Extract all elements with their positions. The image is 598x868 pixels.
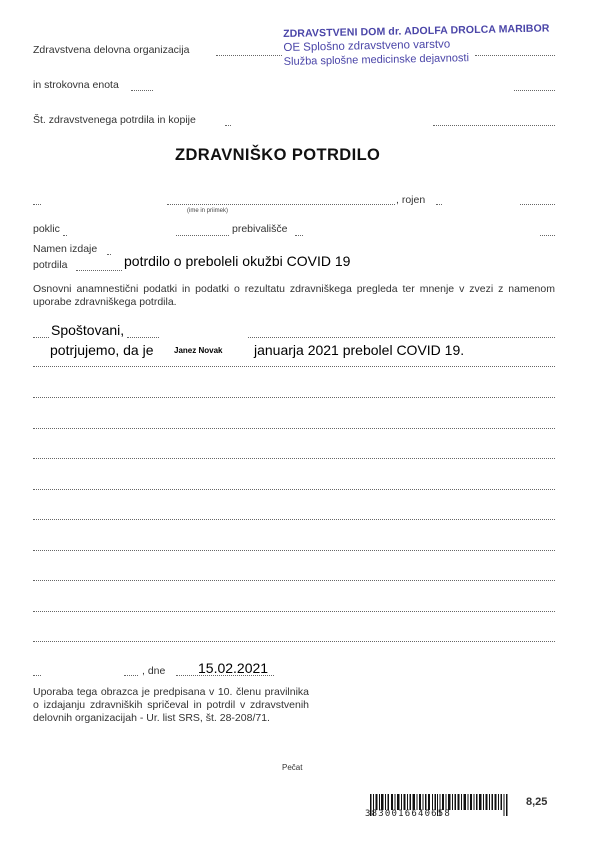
ruled-line: [33, 366, 555, 367]
seal-label: Pečat: [282, 763, 303, 772]
number-label: Št. zdravstvenega potrdila in kopije: [33, 114, 196, 126]
purpose-field-2[interactable]: [76, 270, 122, 271]
date-label: , dne: [142, 665, 166, 677]
born-field[interactable]: [436, 204, 442, 205]
confirmation-pre: potrjujemo, da je: [50, 342, 154, 358]
legal-text: Uporaba tega obrazca je predpisana v 10. členu pravilnika o izdajanju zdravniških spričeval in potrdil v zdravstvenih delovnih organizacijah - Ur. list SRS, št. 28-208/71.: [33, 686, 309, 724]
ruled-line: [33, 550, 555, 551]
place-field[interactable]: [124, 675, 138, 676]
body-dots-lead: [33, 337, 49, 338]
number-field-end[interactable]: [433, 125, 555, 126]
born-label: , rojen: [396, 194, 426, 206]
unit-field[interactable]: [131, 90, 153, 91]
price-label: 8,25: [526, 796, 548, 808]
institution-stamp: [283, 21, 550, 69]
org-field-end[interactable]: [475, 55, 555, 56]
ruled-line: [33, 641, 555, 642]
stamp-line-1: ZDRAVSTVENI DOM dr. ADOLFA DROLCA MARIBOR: [283, 22, 550, 40]
ruled-line: [33, 580, 555, 581]
body-dots-1: [127, 337, 159, 338]
confirmation-post: januarja 2021 prebolel COVID 19.: [254, 342, 465, 358]
salutation: Spoštovani,: [51, 322, 125, 338]
purpose-label-1: Namen izdaje: [33, 243, 98, 255]
born-field-end[interactable]: [520, 204, 555, 205]
org-field[interactable]: [216, 55, 282, 56]
residence-field[interactable]: [295, 235, 303, 236]
purpose-value: potrdilo o preboleli okužbi COVID 19: [124, 253, 351, 269]
number-field[interactable]: [225, 125, 231, 126]
ruled-line: [33, 428, 555, 429]
ruled-line: [33, 458, 555, 459]
profession-field[interactable]: [63, 235, 67, 236]
description-text: Osnovni anamnestični podatki in podatki o rezultatu zdravniškega pregleda ter mnenje v zvezi z namenom uporabe zdravniškega potrdila.: [33, 283, 555, 308]
residence-label: prebivališče: [232, 223, 288, 235]
profession-label: poklic: [33, 223, 60, 235]
name-field[interactable]: [167, 204, 395, 205]
body-dots-2: [248, 337, 555, 338]
ruled-line: [33, 611, 555, 612]
ruled-line: [33, 397, 555, 398]
unit-label: in strokovna enota: [33, 79, 119, 91]
barcode-digits: 3830016640658: [365, 809, 452, 819]
name-sublabel: (ime in priimek): [187, 208, 229, 214]
purpose-label-2: potrdila: [33, 259, 68, 271]
patient-name: Janez Novak: [174, 346, 223, 355]
org-label: Zdravstvena delovna organizacija: [33, 44, 190, 56]
stamp-line-2: OE Splošno zdravstveno varstvo: [283, 38, 451, 54]
date-value: 15.02.2021: [198, 660, 269, 676]
name-field-start[interactable]: [33, 204, 41, 205]
ruled-line: [33, 519, 555, 520]
document-title: ZDRAVNIŠKO POTRDILO: [175, 146, 381, 164]
ruled-line: [33, 489, 555, 490]
residence-field-end[interactable]: [540, 235, 555, 236]
unit-field-end[interactable]: [514, 90, 555, 91]
profession-field-2[interactable]: [176, 235, 229, 236]
stamp-line-3: Služba splošne medicinske dejavnosti: [283, 52, 470, 68]
purpose-field-1[interactable]: [107, 254, 111, 255]
place-field-start[interactable]: [33, 675, 41, 676]
